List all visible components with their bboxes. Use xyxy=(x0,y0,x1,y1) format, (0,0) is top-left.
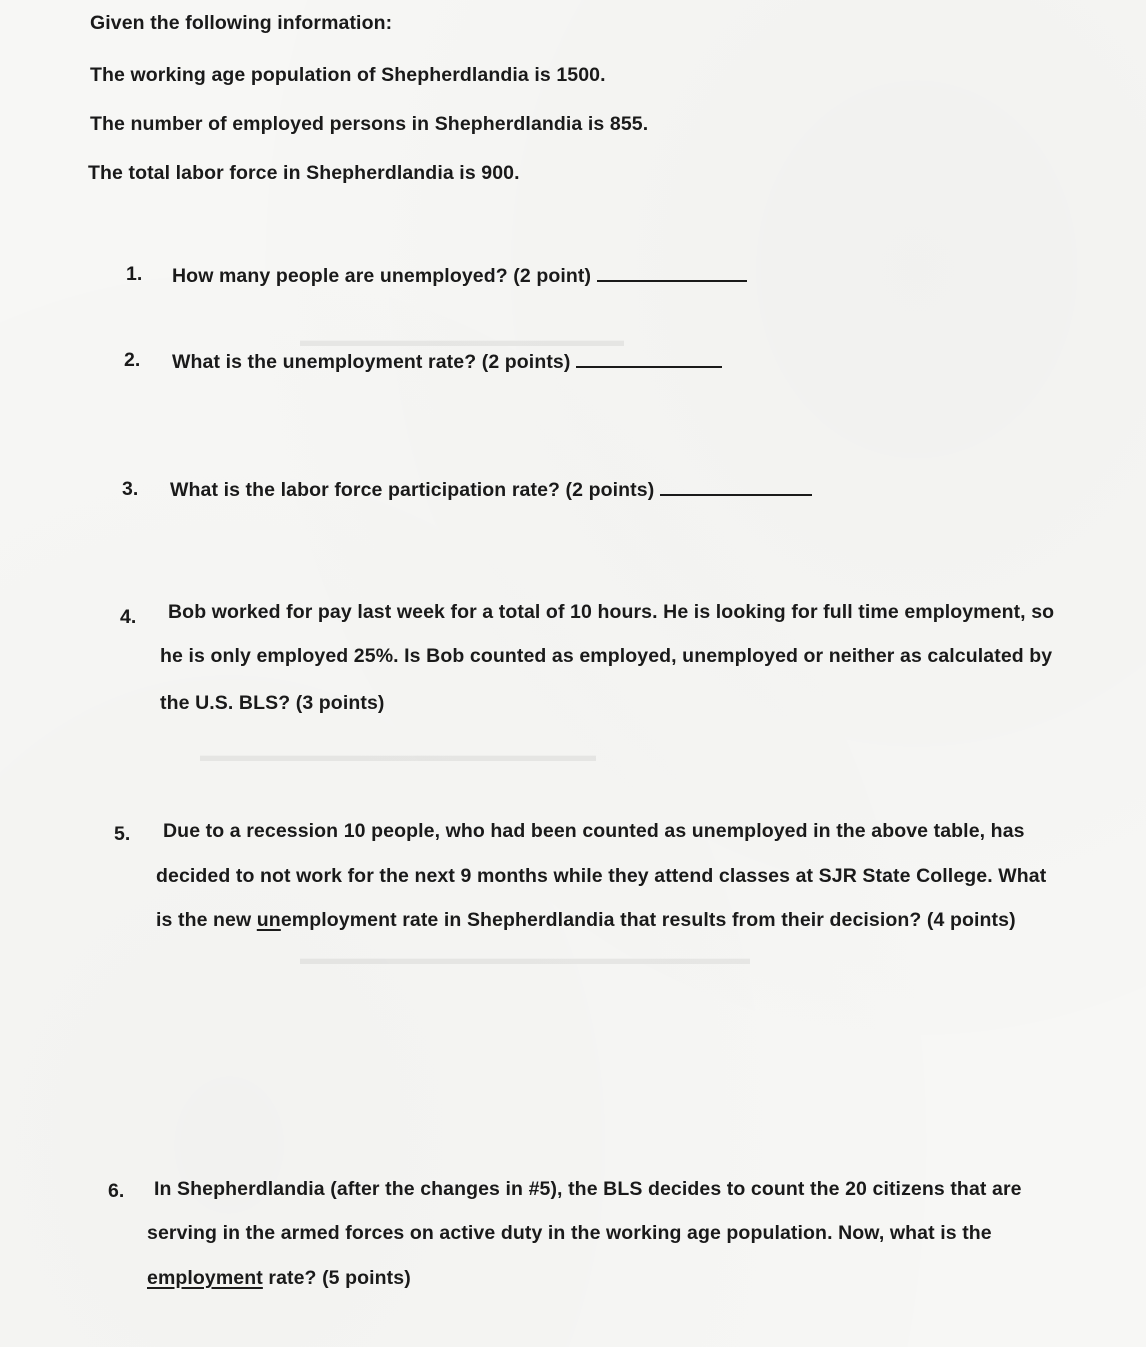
question-1 xyxy=(172,262,747,288)
bleed-through-text: ▬▬▬▬▬▬▬▬▬▬▬▬▬▬▬▬▬▬▬▬▬▬ xyxy=(200,745,596,765)
bleed-through-text: ▬▬▬▬▬▬▬▬▬▬▬▬▬▬▬▬▬▬ xyxy=(300,330,624,350)
question-3 xyxy=(170,476,812,502)
question-5-line-1: Due to a recession 10 people, who had been counted as unemployed in the above table, has xyxy=(163,820,1025,842)
question-6-line-2: serving in the armed forces on active duty in the working age population. Now, what is the xyxy=(147,1222,992,1244)
bleed-through-text: ▬▬▬▬▬▬▬▬▬▬▬▬▬▬▬▬▬▬▬▬▬▬▬▬▬ xyxy=(300,948,750,968)
question-5-number: 5. xyxy=(114,823,131,845)
question-5-underlined-un: un xyxy=(256,909,281,931)
question-2-number: 2. xyxy=(124,349,141,371)
question-6-line-3 xyxy=(147,1267,411,1290)
question-5-line-3 xyxy=(156,909,1016,932)
fact-working-age-population: The working age population of Shepherdlandia is 1500. xyxy=(90,64,606,86)
fact-employed-persons: The number of employed persons in Shepherdlandia is 855. xyxy=(90,113,649,135)
question-1-number: 1. xyxy=(126,263,143,285)
question-3-number: 3. xyxy=(122,478,139,500)
question-6-line-3-post: rate? (5 points) xyxy=(262,1267,411,1289)
question-5-line-2: decided to not work for the next 9 months while they attend classes at SJR State College. What xyxy=(156,865,1047,887)
question-2-text: What is the unemployment rate? (2 points) xyxy=(172,351,571,373)
question-6-underlined-employment: employment xyxy=(147,1267,263,1289)
question-6-line-1: In Shepherdlandia (after the changes in #5), the BLS decides to count the 20 citizens that are xyxy=(154,1178,1022,1200)
question-6-number: 6. xyxy=(108,1180,125,1202)
question-2 xyxy=(172,348,722,374)
question-3-text: What is the labor force participation rate? (2 points) xyxy=(170,479,655,501)
question-4-line-1: Bob worked for pay last week for a total of 10 hours. He is looking for full time employment, so xyxy=(168,601,1055,623)
question-4-line-3: the U.S. BLS? (3 points) xyxy=(160,692,385,714)
question-4-line-2: he is only employed 25%. Is Bob counted as employed, unemployed or neither as calculated by xyxy=(160,645,1053,667)
question-3-answer-blank[interactable] xyxy=(660,476,812,496)
question-1-text: How many people are unemployed? (2 point) xyxy=(172,265,592,287)
question-5-line-3-post: employment rate in Shepherdlandia that results from their decision? (4 points) xyxy=(280,909,1016,931)
question-2-answer-blank[interactable] xyxy=(576,348,722,368)
question-1-answer-blank[interactable] xyxy=(597,262,747,282)
fact-labor-force: The total labor force in Shepherdlandia is 900. xyxy=(88,162,520,184)
question-5-line-3-pre: is the new xyxy=(156,909,257,931)
intro-heading: Given the following information: xyxy=(90,12,393,34)
question-4-number: 4. xyxy=(120,606,137,628)
